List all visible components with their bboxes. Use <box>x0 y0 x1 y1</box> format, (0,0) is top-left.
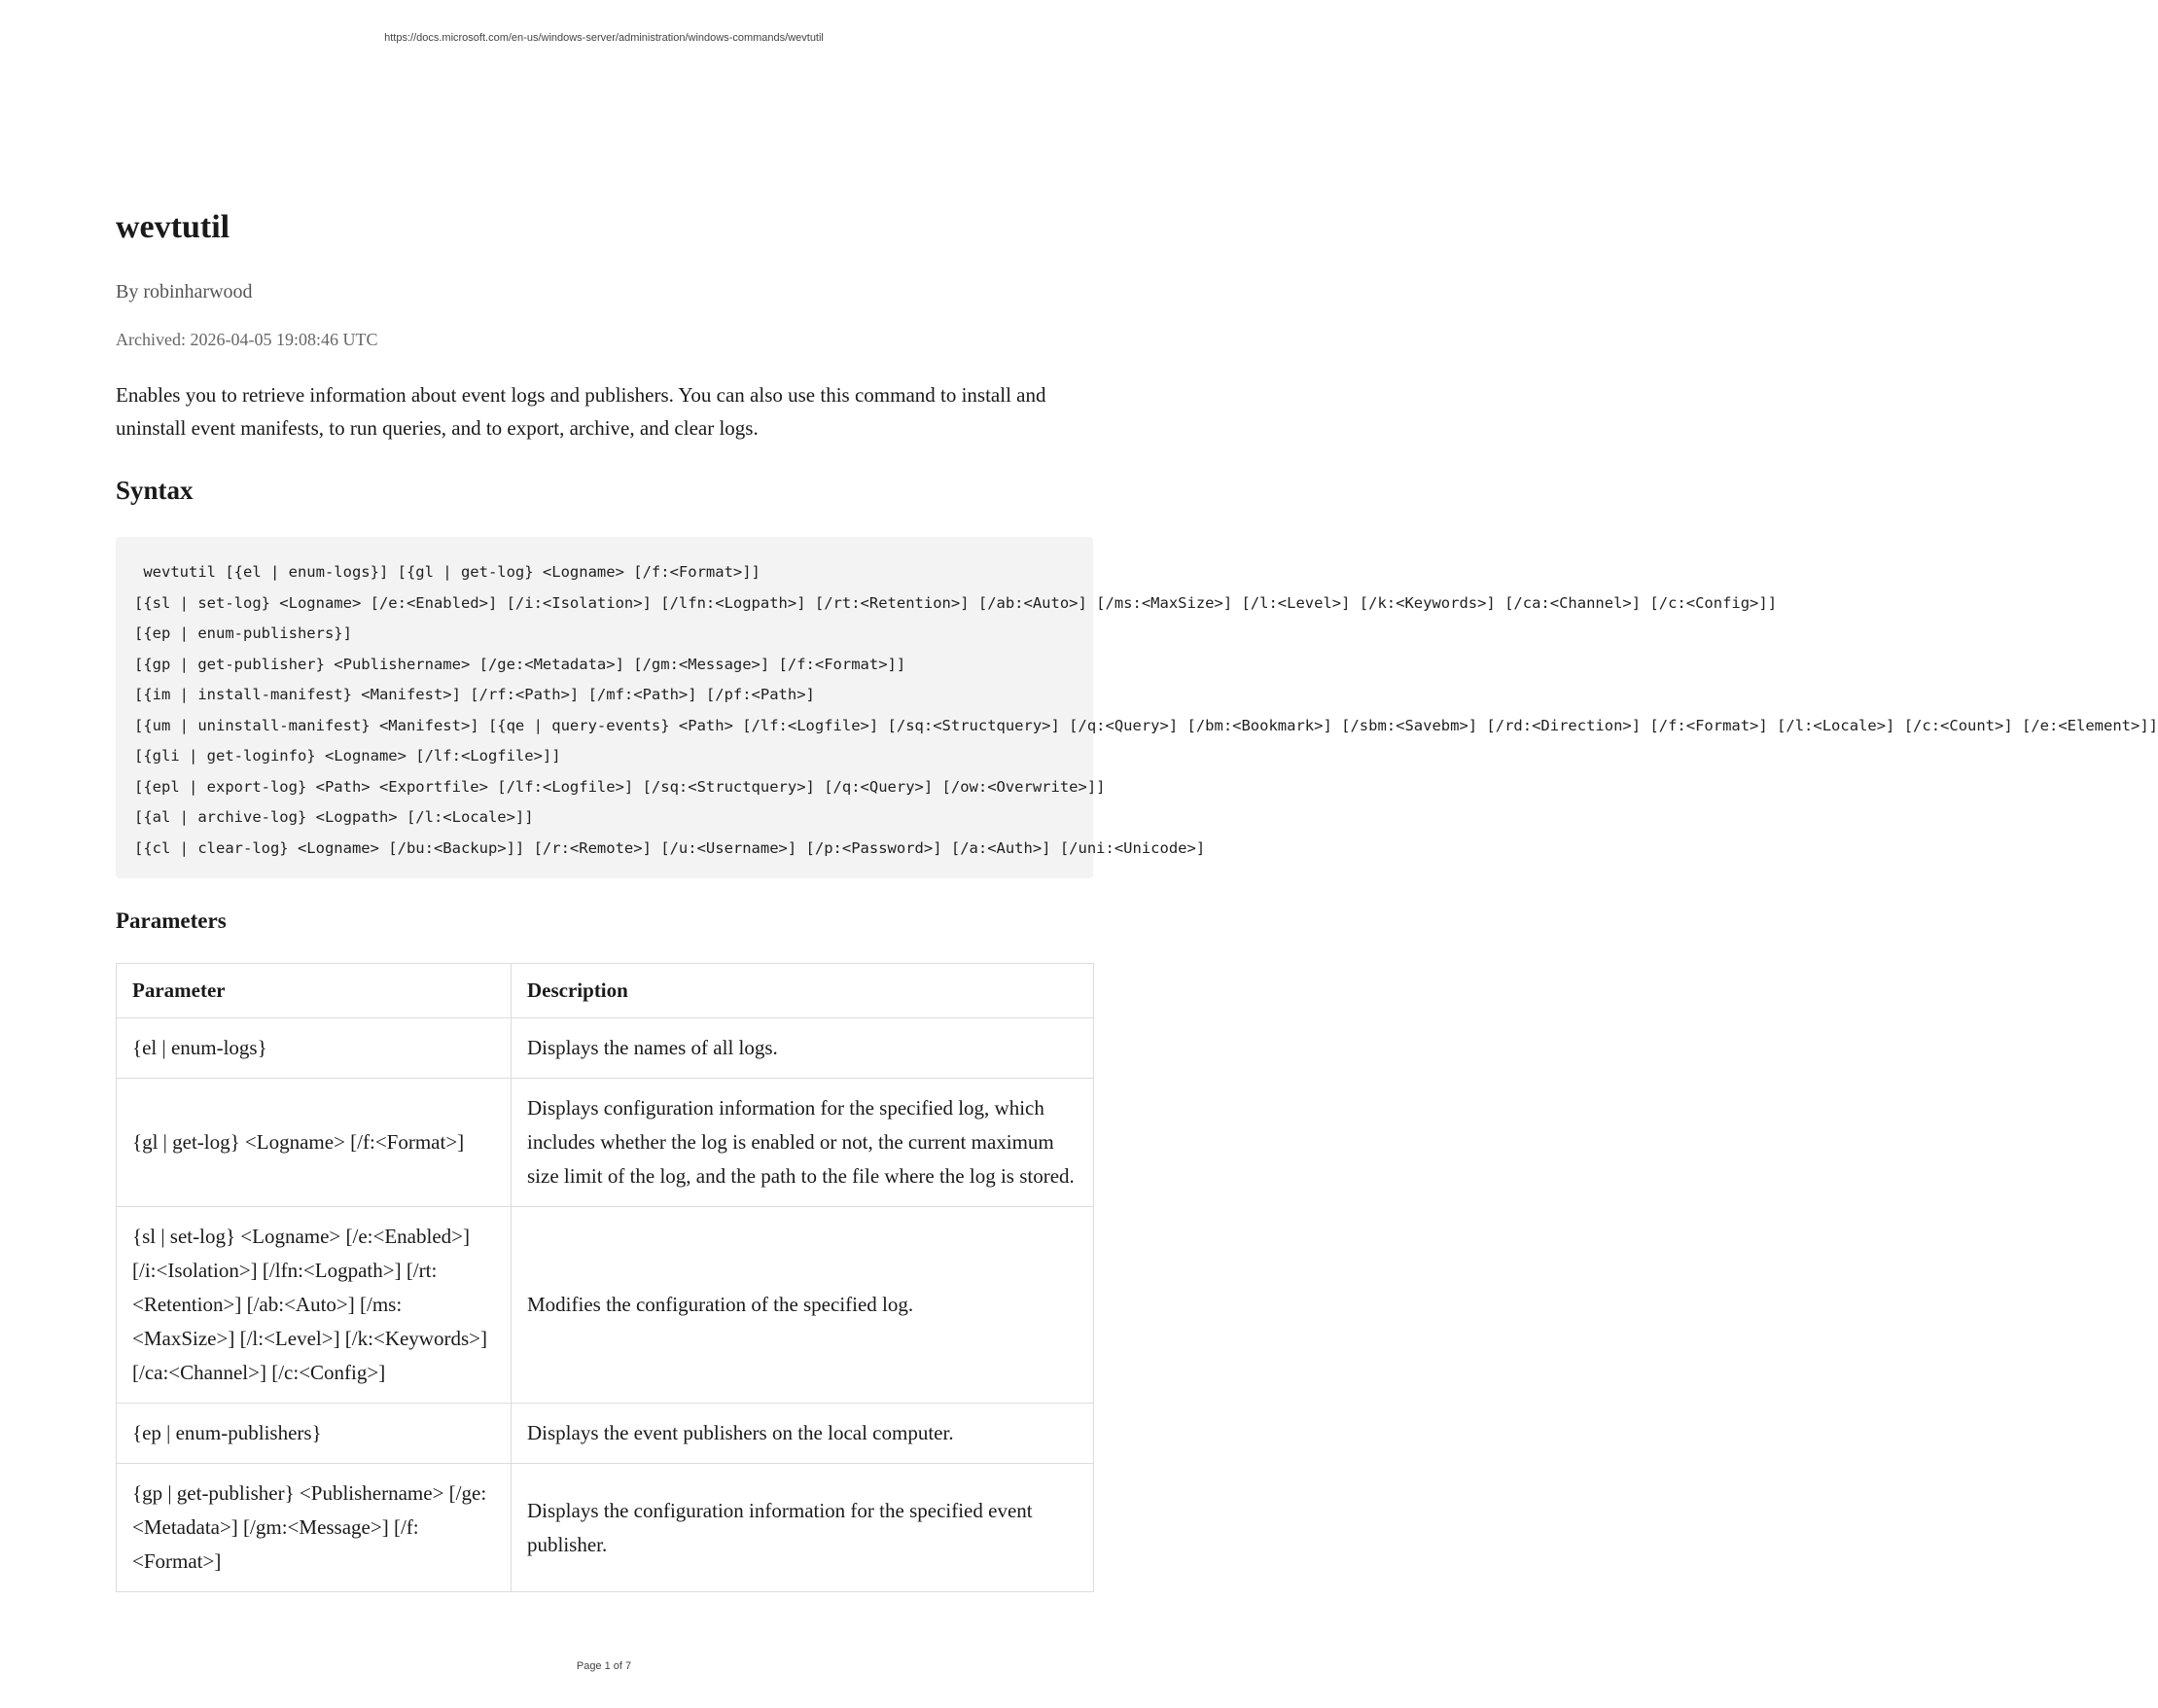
source-url[interactable]: https://docs.microsoft.com/en-us/windows-server/administration/windows-commands/wevtutil <box>384 32 824 44</box>
description-cell: Displays the event publishers on the local computer. <box>512 1404 1094 1464</box>
parameters-table-container <box>116 963 1093 1594</box>
code-line: [{im | install-manifest} <Manifest>] [/rf:<Path>] [/mf:<Path>] [/pf:<Path>] <box>134 686 815 703</box>
code-line: [{ep | enum-publishers}] <box>134 624 352 642</box>
code-line: [{cl | clear-log} <Logname> [/bu:<Backup>]] [/r:<Remote>] [/u:<Username>] [/p:<Password>] [/a:<Auth>] [/uni:<Unicode>] <box>134 838 1206 857</box>
column-header-parameter: Parameter <box>117 964 512 1018</box>
syntax-code-block <box>116 537 2158 878</box>
table-row <box>117 1404 1094 1464</box>
parameters-heading: Parameters <box>116 908 227 933</box>
parameter-cell: {ep | enum-publishers} <box>117 1404 512 1464</box>
code-line: [{al | archive-log} <Logpath> [/l:<Locale>]] <box>134 808 534 826</box>
parameter-cell: {gp | get-publisher} <Publishername> [/ge:<Metadata>] [/gm:<Message>] [/f:<Format>] <box>117 1464 512 1592</box>
description-cell: Displays the configuration information for the specified event publisher. <box>512 1464 1094 1592</box>
table-row <box>117 1079 1094 1207</box>
code-line: wevtutil [{el | enum-logs}] [{gl | get-log} <Logname> [/f:<Format>]] <box>134 563 761 581</box>
intro-paragraph: Enables you to retrieve information about event logs and publishers. You can also use this command to install and uninstall event manifests, to run queries, and to export, archive, and clear logs. <box>116 383 1046 440</box>
parameter-cell: {sl | set-log} <Logname> [/e:<Enabled>] [/i:<Isolation>] [/lfn:<Logpath>] [/rt:<Retention>] [/ab:<Auto>] [/ms:<MaxSize>] [/l:<Level>] [/k:<Keywords>] [/ca:<Channel>] [/c:<Config>] <box>117 1207 512 1404</box>
parameter-cell: {gl | get-log} <Logname> [/f:<Format>] <box>117 1079 512 1207</box>
table-header-row <box>117 964 1094 1018</box>
table-row <box>117 1464 1094 1592</box>
code-line: [{sl | set-log} <Logname> [/e:<Enabled>] [/i:<Isolation>] [/lfn:<Logpath>] [/rt:<Retention>] [/ab:<Auto>] [/ms:<MaxSize>] [/l:<Level>] [/k:<Keywords>] [/ca:<Channel>] [/c:<Config>]] <box>134 593 1778 612</box>
page-number: Page 1 of 7 <box>576 1660 632 1672</box>
parameter-cell: {el | enum-logs} <box>117 1018 512 1079</box>
archived-timestamp: Archived: 2026-04-05 19:08:46 UTC <box>116 330 378 349</box>
table-row <box>117 1018 1094 1079</box>
syntax-heading: Syntax <box>116 476 194 505</box>
code-line: [{gli | get-loginfo} <Logname> [/lf:<Logfile>]] <box>134 747 561 765</box>
code-line: [{um | uninstall-manifest} <Manifest>] [{qe | query-events} <Path> [/lf:<Logfile>] [/sq:<Structquery>] [/q:<Query>] [/bm:<Bookmark>] [/sbm:<Savebm>] [/rd:<Direction>] [/f:<Format>] [/l:<Locale>] [/c:<Count>] [/e:<Element>]] <box>134 716 2158 734</box>
column-header-description: Description <box>512 964 1094 1018</box>
table-row <box>117 1207 1094 1404</box>
description-cell: Modifies the configuration of the specified log. <box>512 1207 1094 1404</box>
code-line: [{epl | export-log} <Path> <Exportfile> [/lf:<Logfile>] [/sq:<Structquery>] [/q:<Query>] [/ow:<Overwrite>]] <box>134 777 1106 796</box>
description-cell: Displays the names of all logs. <box>512 1018 1094 1079</box>
author-byline: By robinharwood <box>116 281 253 302</box>
page-title: wevtutil <box>116 209 230 245</box>
description-cell: Displays configuration information for the specified log, which includes whether the log is enabled or not, the current maximum size limit of the log, and the path to the file where the log is stored. <box>512 1079 1094 1207</box>
code-line: [{gp | get-publisher} <Publishername> [/ge:<Metadata>] [/gm:<Message>] [/f:<Format>]] <box>134 655 906 673</box>
parameters-table <box>116 963 1094 1592</box>
